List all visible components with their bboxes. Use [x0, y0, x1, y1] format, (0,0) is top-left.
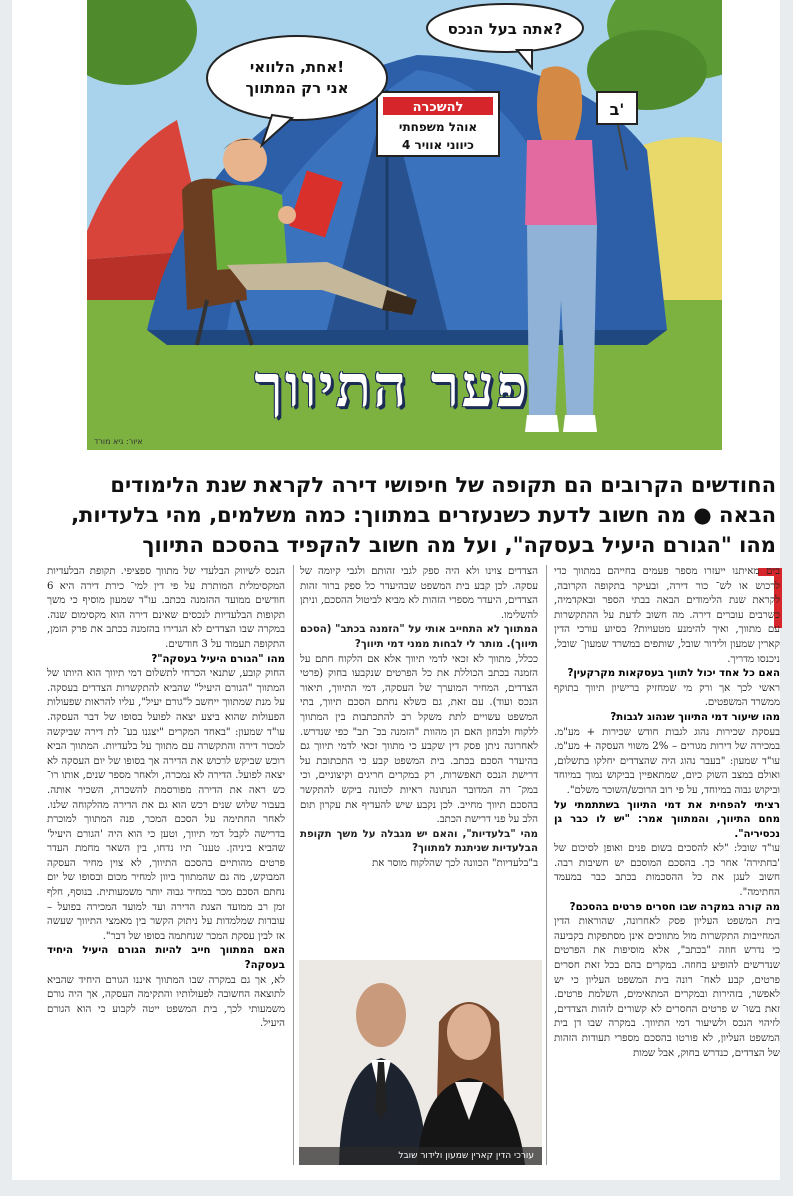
illustration-title: פער התיווך: [254, 352, 530, 420]
subheading: מהו "הגורם היעיל בעסקה"?: [151, 653, 285, 665]
paragraph: ב"בלעדיות" הכוונה לכך שהלקוח מוסר את: [372, 857, 538, 869]
paragraph: ככלל, מתווך לא זכאי לדמי תיווך אלא אם הלקוח חתם על הזמנה בכתב הכוללת את כל הפרטים שנקבעו בחוק (פרטי הצדדים, המחיר המוערך של העסקה, דמי התיווך, תיאור הנכס ועוד). עם זאת, גם כשלא נחתם הסכם תיווך, בתי המשפט עשויים לתת משקל רב להתכתבות בין המתווך ללקוח ולבחון האם הן מהוות "הזמנה בכ־ תב" כפי שנדרש. לאחרונה ניתן פסק דין שקבע כי מתווך זכאי לדמי תיווך גם בהיעדר הסכם בכתב. בית המשפט קבע כי התכתובת על דרישת הנכס תאפשרות, רק במקרים חריגים וקיצוניים, וכי במק־ רה המדובר הנתונה ראיות לכוונה ביקש להתקשר בהסכם תיווך מחייב. לכן נקבע שיש להעדיף את עקרון תום הלב על פני דרישת הכתב.: [300, 653, 538, 826]
paragraph: החוק קובע, שתנאי הכרחי לתשלום דמי תיווך הוא היותו של המתווך "הגורם היעיל" שהביא להתקשרות הצדדים בעסקה. על מנת שמתווך ייחשב ל"גורם יעיל", עליו להראות שפעולות הפעולות שהוא ביצע יצאה לפועל בסופו של דבר העסקה. עו"ד שמעון: "באחד המקרים "יצגנו בע־ לת דירה שביקשה למכור דירה והתקשרה עם מתווך על בלעדיות. המתווך הביא רוכש שביקש לרכוש את הדירה אך בסופו של יום העסקה לא יצאה לפועל. הדירה לא נמכרה, ולאחר מספר שנים, אותו רו־ כש ראה את הדירה מפורסמת להשכרה, השכיר אותה. בעבור שלוש שנים רכש הוא גם את הדירה מהלקוחה שלנו. לאחר החתימה על הסכם המכר, פנה המתווך למוכרת בדרישה לקבל דמי תיווך, וטען כי הוא היה 'הגורם היעיל' שהביא ביניהן. טענו־ תיו נדחו, בין השאר מחמת העדר פרטים מהותיים בהסכם התיווך, לא צוין מחיר העסקה המבוקש, מה גם שהמתווך ביוון למחיר מכום ובסופו של יום נחתם הסכם מכר במחיר גבוה יותר משמעותית. בנוסף, חלף זמן רב ממועד הצגת הדירה ועד למועד המכירה בפועל – עובדות שמלמדות על ניתוק הקשר בין מאמצי התיווך שעשה אז לבין עסקת המכר שנחתמה בסופו של דבר".: [47, 668, 285, 942]
headline-line-3: מהו "הגורם היעיל בעסקה", ועל מה חשוב להקפיד בהסכם התיווך: [142, 533, 776, 557]
sign-line-3: 4 כיווני אוויר: [402, 138, 474, 152]
paragraph: לא, אך גם במקרה שבו המתווך איננו הגורם היחיד שהביא לתוצאה החשובה לפעולותיו והתקימה העסקה, אך היה גורם משמעותי לכך, בית המשפט ייטה לקבוע כי הוא הגורם היעיל.: [47, 974, 285, 1030]
subheading: רציתי להפחית את דמי התיווך בשתתמתי על מחם התיווך, והמתווך אמר: "יש לו כבר גן נכסיריה".: [554, 799, 780, 840]
sign-title: להשכרה: [412, 100, 464, 115]
tenant-speech: אתה בעל הנכס?: [447, 20, 563, 38]
headline-line-1: החודשים הקרובים הם תקופה של חיפושי דירה לקראת שנת הלימודים: [110, 473, 776, 497]
lawyers-photo: [299, 960, 542, 1165]
subheading: מהי "בלעדיות", והאם יש מגבלה על משך תקופת הבלעדיות שניתנת למתווך?: [300, 828, 538, 855]
subheading: האם כל אחד יכול לתווך בעסקאות מקרקעין?: [567, 668, 780, 680]
article-column-2: [300, 565, 538, 871]
subheading: המתווך לא התחייב אותי על "הזמנה בכתב" (הסכם תיווך). מותר לי לבחות ממני דמי תיווך?: [300, 624, 538, 650]
broker-speech-line-1: אחת, הלוואי!: [249, 58, 345, 76]
article-column-3: [47, 565, 285, 1032]
newspaper-page: [12, 0, 780, 1180]
article-column-1: [554, 565, 780, 1061]
paragraph: בים מאיתנו ייעזרו מספר פעמים בחייהם במתווך כדי לרכוש או לש־ כור דירה, ובעיקר בתקופה הקרובה, לקראת שנת הלימודים הבאה בבתי הספר ובאקדמיה, כשרבים עוברים דירה. מה חשוב לדעת על ההתקשרות עם מתווך, ואיך להימנע מטעויות? בסיוע עורכי הדין קארין שמעון ולידור שובל, שותפים במשרד שמעון־ שובל, ניכנסו מדריך.: [554, 566, 780, 665]
photo-caption: עורכי הדין קארין שמעון ולידור שובל: [299, 1147, 542, 1165]
subheading: מה קורה במקרה שבו חסרים פרטים בהסכם?: [569, 901, 780, 913]
paragraph: עו"ד שובל: "לא להסכים בשום פנים ואופן לסיכום של 'בחתירה' אחר כך. בהסכם המוסכם יש חשיבות רבה. חשוב לעגן את כל ההסכמות בכתב כבר במעמד החתימה".: [554, 843, 780, 899]
paragraph: הנכס לשיווק הבלעדי של מתווך ספציפי. תקופת הבלעדיות המקסימלית המותרת על פי דין למי־ כירת דירה היא 6 חודשים ממועד ההזמנה בכתב. עו"ד שמעון מוסיף כי משך תקופות הבלעדיות לנכסים שאינם דירה הוא מקסימום שנה. במקרה שבו הצדדים לא הגדירו בהזמנה בכתב את פרק הזמן, התקופה תעמוד על 3 חודשים.: [47, 566, 285, 650]
flag-letter: ב': [609, 100, 625, 119]
paragraph: ראשי לכך אך ורק מי שמחזיק ברישיון תיווך בתוקף ממשרד המשפטים.: [554, 682, 780, 709]
subheading: האם המתווך חייב להיות הגורם היעיל היחיד בעסקה?: [47, 945, 285, 972]
paragraph: בעסקת שכירות נהוג לגבות חודש שכירות + מע"מ. במכירה של דירות מגורים – 2% משווי העסקה + מע"מ. עו"ד שמעון: "בעבר נהוג היה שהצדדים יחלקו בתשלום, ואולם במצב השוק כיום, שמתאפיין בביקוש נמוך במיוחד וביקוש גבוה במיוחד, על פי רוב הרוכש/השוכר משלם".: [554, 726, 780, 796]
subheading: מהו שיעור דמי התיווך שנהוג לגבות?: [610, 711, 780, 723]
paragraph: בית המשפט העליון פסק לאחרונה, שהוראות הדין המחייבות התקשרות מול מתווכים אינן מסתפקות בקביעה כי נדרש חוזה "בכתב", אלא מוסיפות את הפרטים שנדרשים להופיע בחוזה. במקרים בהם בכל זאת חסרים פרטים, קבע לאח־ רונה בית המשפט העליון כי יש לאפשר, בזהירות ובמקרים המתאימים, השלמת פרטים. זאת בשו־ ש פרטים החסרים לא קשורים לזהות הצדדים, לזיהוי הנכס ולשיעור דמי התיווך. במקרה שבו דן בית המשפט העליון, לא פורטו בהסכם מספרי תעודות הזהות של הצדדים, כנדרש בחוק, אבל שמות: [554, 916, 780, 1059]
broker-speech-line-2: אני רק המתווך: [245, 79, 349, 97]
illustration-credit: איור: גיא מורד: [94, 437, 143, 446]
column-divider: [293, 565, 294, 1165]
column-divider: [546, 565, 547, 1165]
sign-line-2: אוהל משפחתי: [398, 120, 478, 134]
headline-line-2: הבאה ● מה חשוב לדעת כשנעזרים במתווך: כמה משלמים, מהי בלעדיות,: [71, 503, 776, 527]
lawyers-portrait: [299, 960, 542, 1165]
paragraph: הצדדים צוינו ולא היה ספק לגבי זהותם ולגבי קיומה של עסקה. לכן קבע בית המשפט שבהיעדר כל ספק ברור זהות הצדדים, היעדר מספרי הזהות לא מביא לביטול ההסכם, וניתן להשלימו.: [300, 566, 538, 621]
article-headline: [48, 470, 776, 560]
